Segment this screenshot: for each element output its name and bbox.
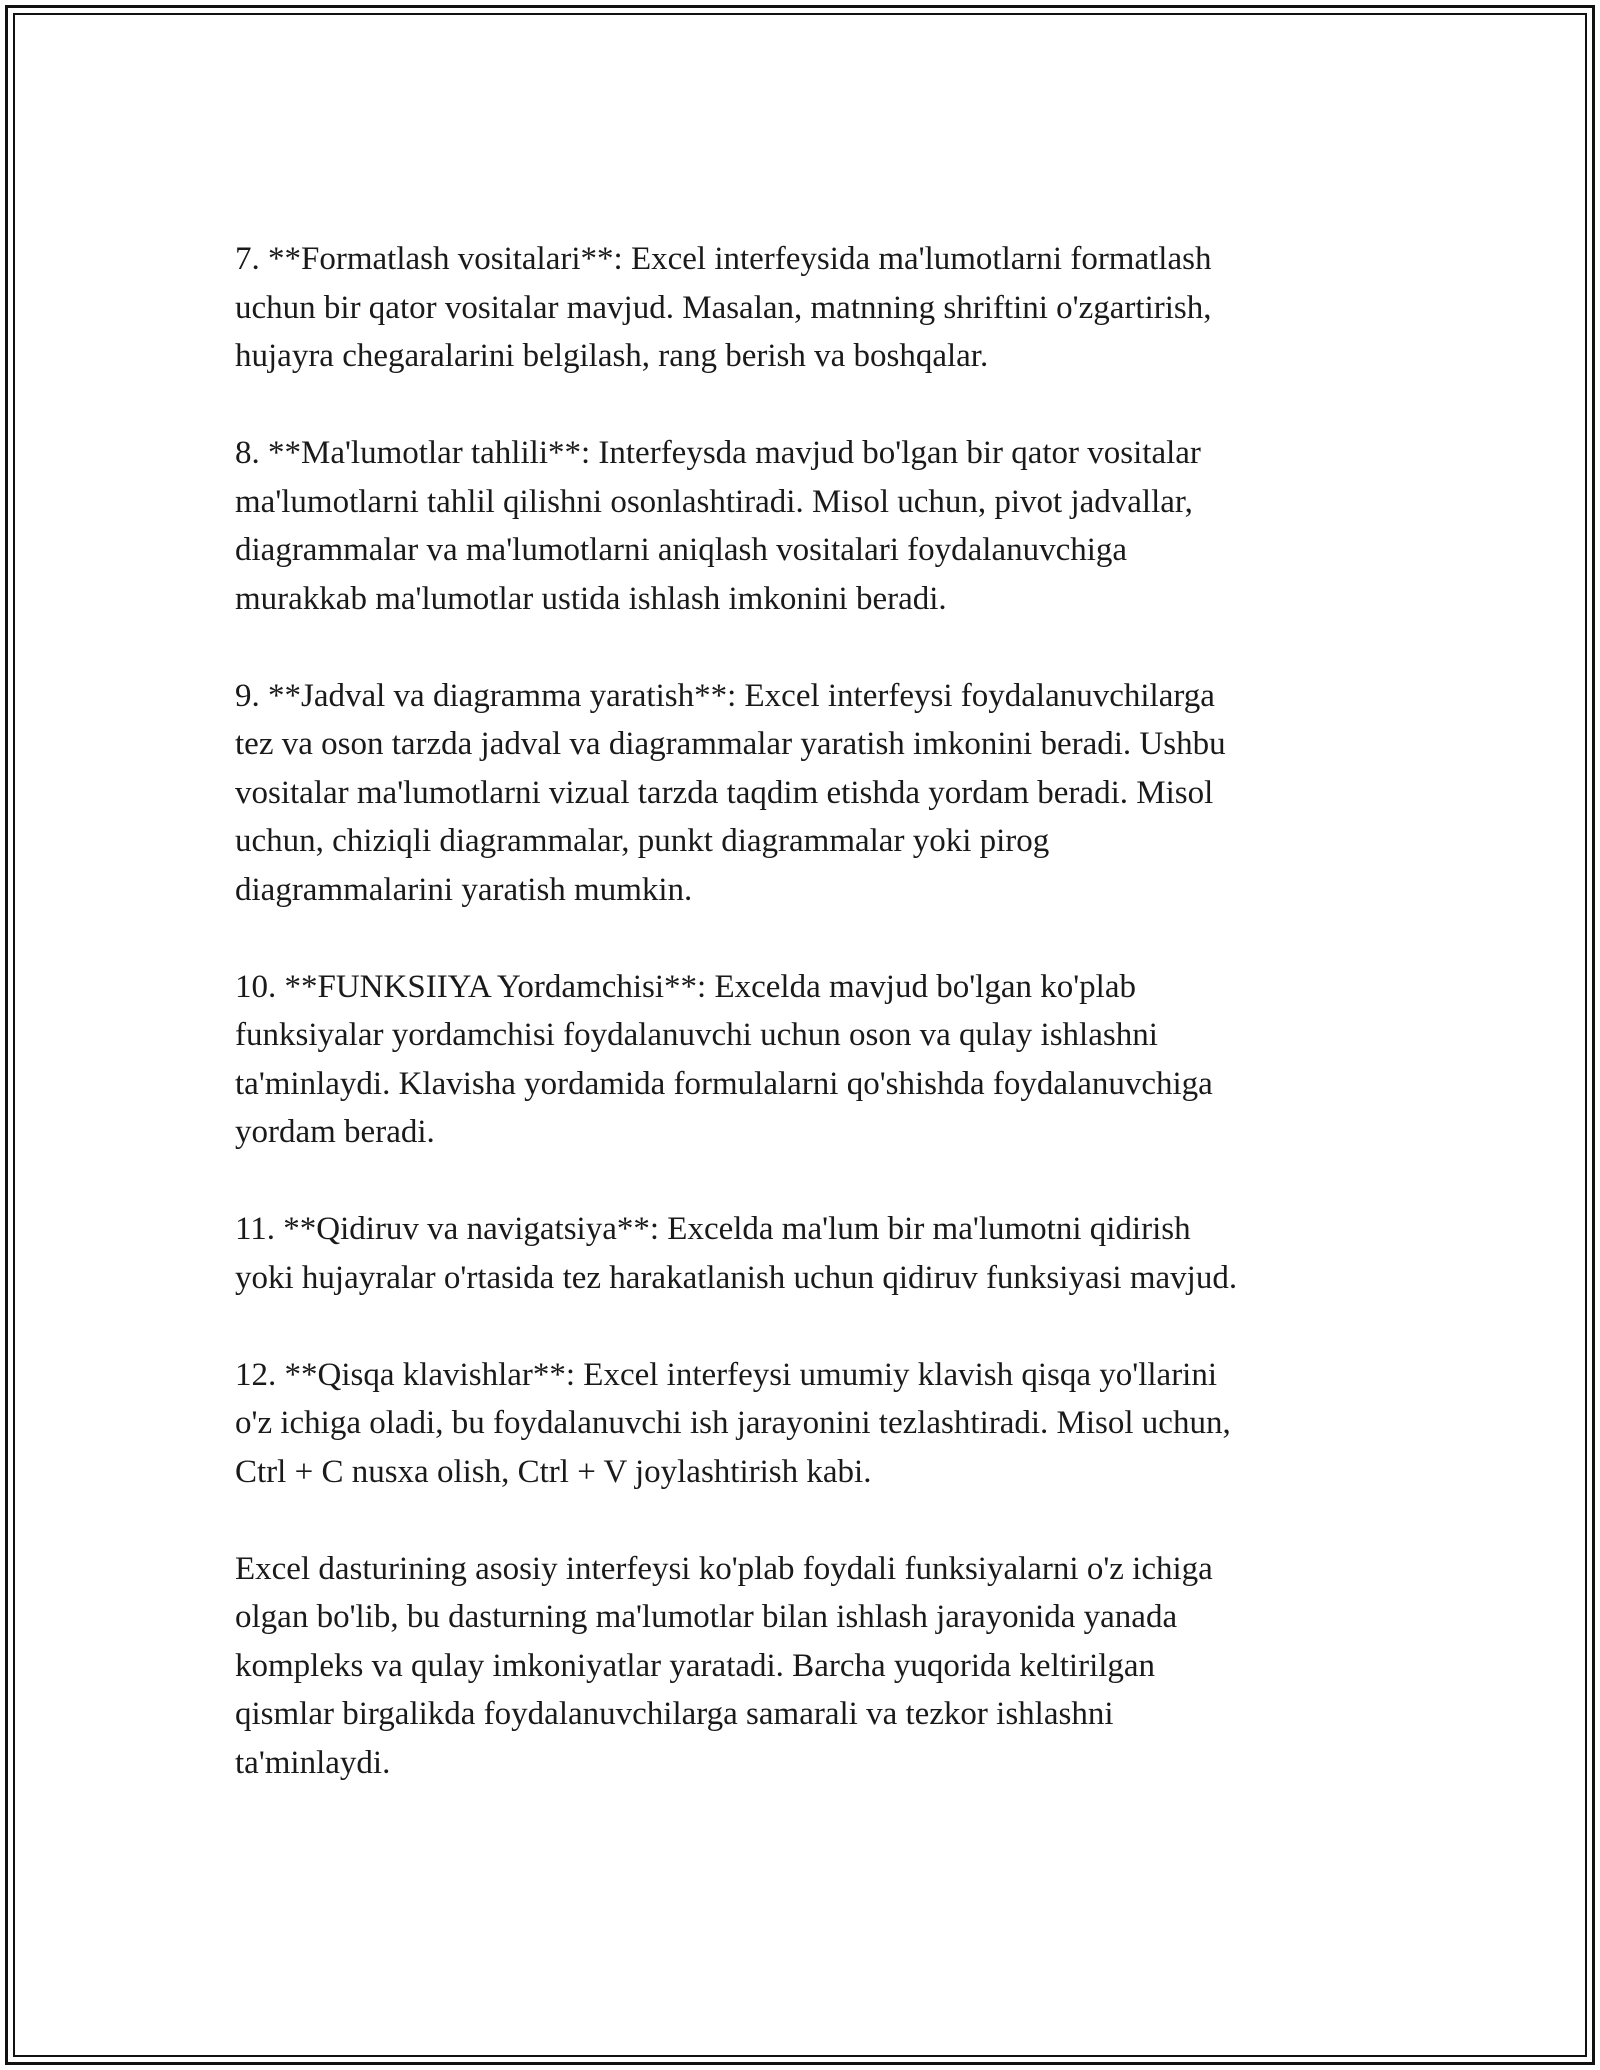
text-line: 8. **Ma'lumotlar tahlili**: Interfeysda mavjud bo'lgan bir qator vositalar: [235, 435, 1201, 471]
text-line: kompleks va qulay imkoniyatlar yaratadi. Barcha yuqorida keltirilgan: [235, 1647, 1156, 1684]
paragraph-search-navigation: [235, 1205, 1370, 1302]
text-line: Excel dasturining asosiy interfeysi ko'plab foydali funksiyalarni o'z ichiga: [235, 1550, 1213, 1587]
text-line: Ctrl + C nusxa olish, Ctrl + V joylashtirish kabi.: [235, 1453, 872, 1490]
text-line: ta'minlaydi.: [235, 1744, 391, 1781]
paragraph-tables-and-charts: [235, 672, 1370, 915]
text-line: 9. **Jadval va diagramma yaratish**: Excel interfeysi foydalanuvchilarga: [235, 677, 1215, 714]
text-line: vositalar ma'lumotlarni vizual tarzda taqdim etishda yordam beradi. Misol: [235, 774, 1214, 811]
text-line: uchun bir qator vositalar mavjud. Masalan, matnning shriftini o'zgartirish,: [235, 289, 1212, 326]
paragraph-shortcuts: [235, 1351, 1370, 1497]
text-line: olgan bo'lib, bu dasturning ma'lumotlar bilan ishlash jarayonida yanada: [235, 1599, 1178, 1635]
text-line: yordam beradi.: [235, 1114, 435, 1150]
text-line: diagrammalar va ma'lumotlarni aniqlash vositalari foydalanuvchiga: [235, 532, 1128, 568]
text-line: ma'lumotlarni tahlil qilishni osonlashtiradi. Misol uchun, pivot jadvallar,: [235, 483, 1193, 520]
paragraph-function-assistant: [235, 963, 1370, 1157]
text-line: diagrammalarini yaratish mumkin.: [235, 871, 693, 908]
text-line: o'z ichiga oladi, bu foydalanuvchi ish jarayonini tezlashtiradi. Misol uchun,: [235, 1405, 1231, 1441]
text-line: 12. **Qisqa klavishlar**: Excel interfeysi umumiy klavish qisqa yo'llarini: [235, 1356, 1218, 1393]
text-line: murakkab ma'lumotlar ustida ishlash imkonini beradi.: [235, 580, 947, 617]
text-line: 10. **FUNKSIIYA Yordamchisi**: Excelda mavjud bo'lgan ko'plab: [235, 968, 1136, 1005]
text-line: qismlar birgalikda foydalanuvchilarga samarali va tezkor ishlashni: [235, 1696, 1114, 1732]
paragraph-data-analysis: [235, 429, 1370, 623]
paragraph-conclusion: [235, 1545, 1370, 1788]
text-line: uchun, chiziqli diagrammalar, punkt diagrammalar yoki pirog: [235, 823, 1050, 859]
text-line: ta'minlaydi. Klavisha yordamida formulalarni qo'shishda foydalanuvchiga: [235, 1065, 1213, 1102]
text-line: hujayra chegaralarini belgilash, rang berish va boshqalar.: [235, 338, 989, 374]
text-line: funksiyalar yordamchisi foydalanuvchi uchun oson va qulay ishlashni: [235, 1017, 1158, 1053]
text-line: 7. **Formatlash vositalari**: Excel interfeysida ma'lumotlarni formatlash: [235, 241, 1212, 277]
document-body: [235, 235, 1370, 1836]
paragraph-formatting-tools: [235, 235, 1370, 381]
text-line: yoki hujayralar o'rtasida tez harakatlanish uchun qidiruv funksiyasi mavjud.: [235, 1259, 1238, 1296]
text-line: 11. **Qidiruv va navigatsiya**: Excelda ma'lum bir ma'lumotni qidirish: [235, 1211, 1191, 1247]
text-line: tez va oson tarzda jadval va diagrammalar yaratish imkonini beradi. Ushbu: [235, 726, 1226, 762]
